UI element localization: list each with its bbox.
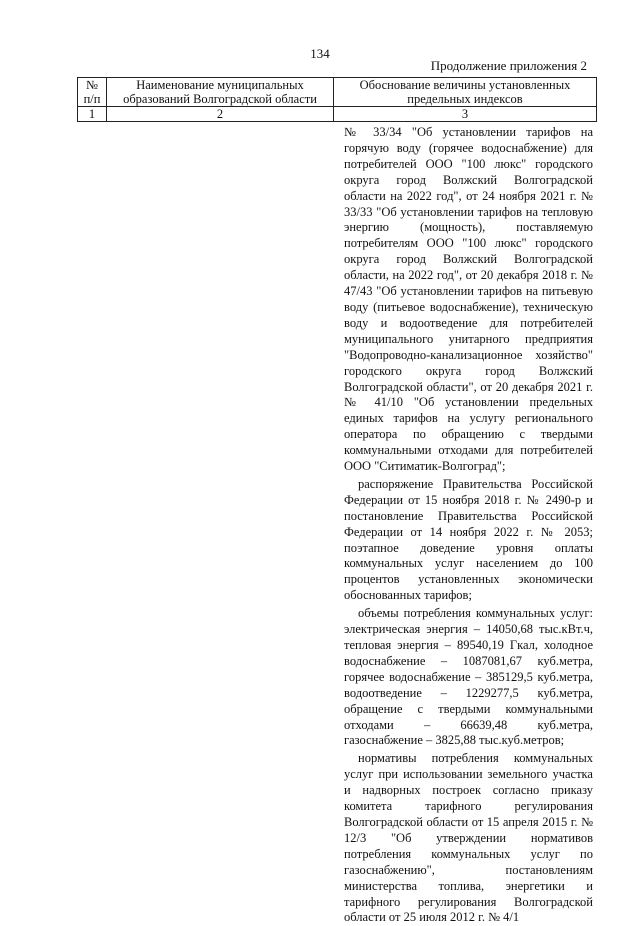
paragraph: № 33/34 "Об установлении тарифов на горячую воду (горячее водоснабжение) для потребителей ООО "100 люкс" городского округа город Волжский Волгоградской области на 2022 год", от 24 ноября 2021 г. № 33/33 "Об установлении тарифов на тепловую энергию (мощность), поставляемую потребителям ООО "100 люкс" городского округа город Волжский Волгоградской области, на 2022 год", от 20 декабря 2018 г. № 47/43 "Об установлении тарифов на питьевую воду (питьевое водоснабжение), техническую воду и водоотведение для потребителей муниципального унитарного предприятия "Водопроводно-канализационное хозяйство" городского округа город Волжский Волгоградской области", от 20 декабря 2021 г. № 41/10 "Об установлении предельных единых тарифов на услугу регионального оператора по обращению с твердыми коммунальными отходами для потребителей ООО "Ситиматик-Волгоград"; — [344, 125, 593, 474]
column-number: 1 — [78, 107, 107, 122]
paragraph: нормативы потребления коммунальных услуг при использовании земельного участка и надворных построек согласно приказу комитета тарифного регулирования Волгоградской области от 15 апреля 2015 г. № 12/3 "Об утверждении нормативов потребления коммунальных услуг по газоснабжению", постановлениям министерства топлива, энергетики и тарифного регулирования Волгоградской области от 25 июля 2012 г. № 4/1 — [344, 751, 593, 925]
justification-column — [344, 125, 593, 926]
header-municipality: Наименование муниципальных образований Волгоградской области — [107, 78, 334, 107]
header-number: № п/п — [78, 78, 107, 107]
header-row — [78, 78, 597, 107]
header-table — [77, 77, 597, 122]
header-justification: Обоснование величины установленных предельных индексов — [334, 78, 597, 107]
column-number: 3 — [334, 107, 597, 122]
paragraph: объемы потребления коммунальных услуг: электрическая энергия – 14050,68 тыс.кВт.ч, тепловая энергия – 89540,19 Гкал, холодное водоснабжение – 1087081,67 куб.метра, горячее водоснабжение – 385129,5 куб.метра, водоотведение – 1229277,5 куб.метра, обращение с твердыми коммунальными отходами – 66639,48 куб.метра, газоснабжение – 3825,88 тыс.куб.метров; — [344, 606, 593, 748]
column-number: 2 — [107, 107, 334, 122]
paragraph: распоряжение Правительства Российской Федерации от 15 ноября 2018 г. № 2490-р и постановление Правительства Российской Федерации от 14 ноября 2022 г. № 2053; поэтапное доведение уровня оплаты коммунальных услуг населением до 100 процентов установленных экономически обоснованных тарифов; — [344, 476, 593, 603]
page-number: 134 — [310, 46, 330, 61]
continuation-label: Продолжение приложения 2 — [430, 58, 587, 73]
column-number-row — [78, 107, 597, 122]
